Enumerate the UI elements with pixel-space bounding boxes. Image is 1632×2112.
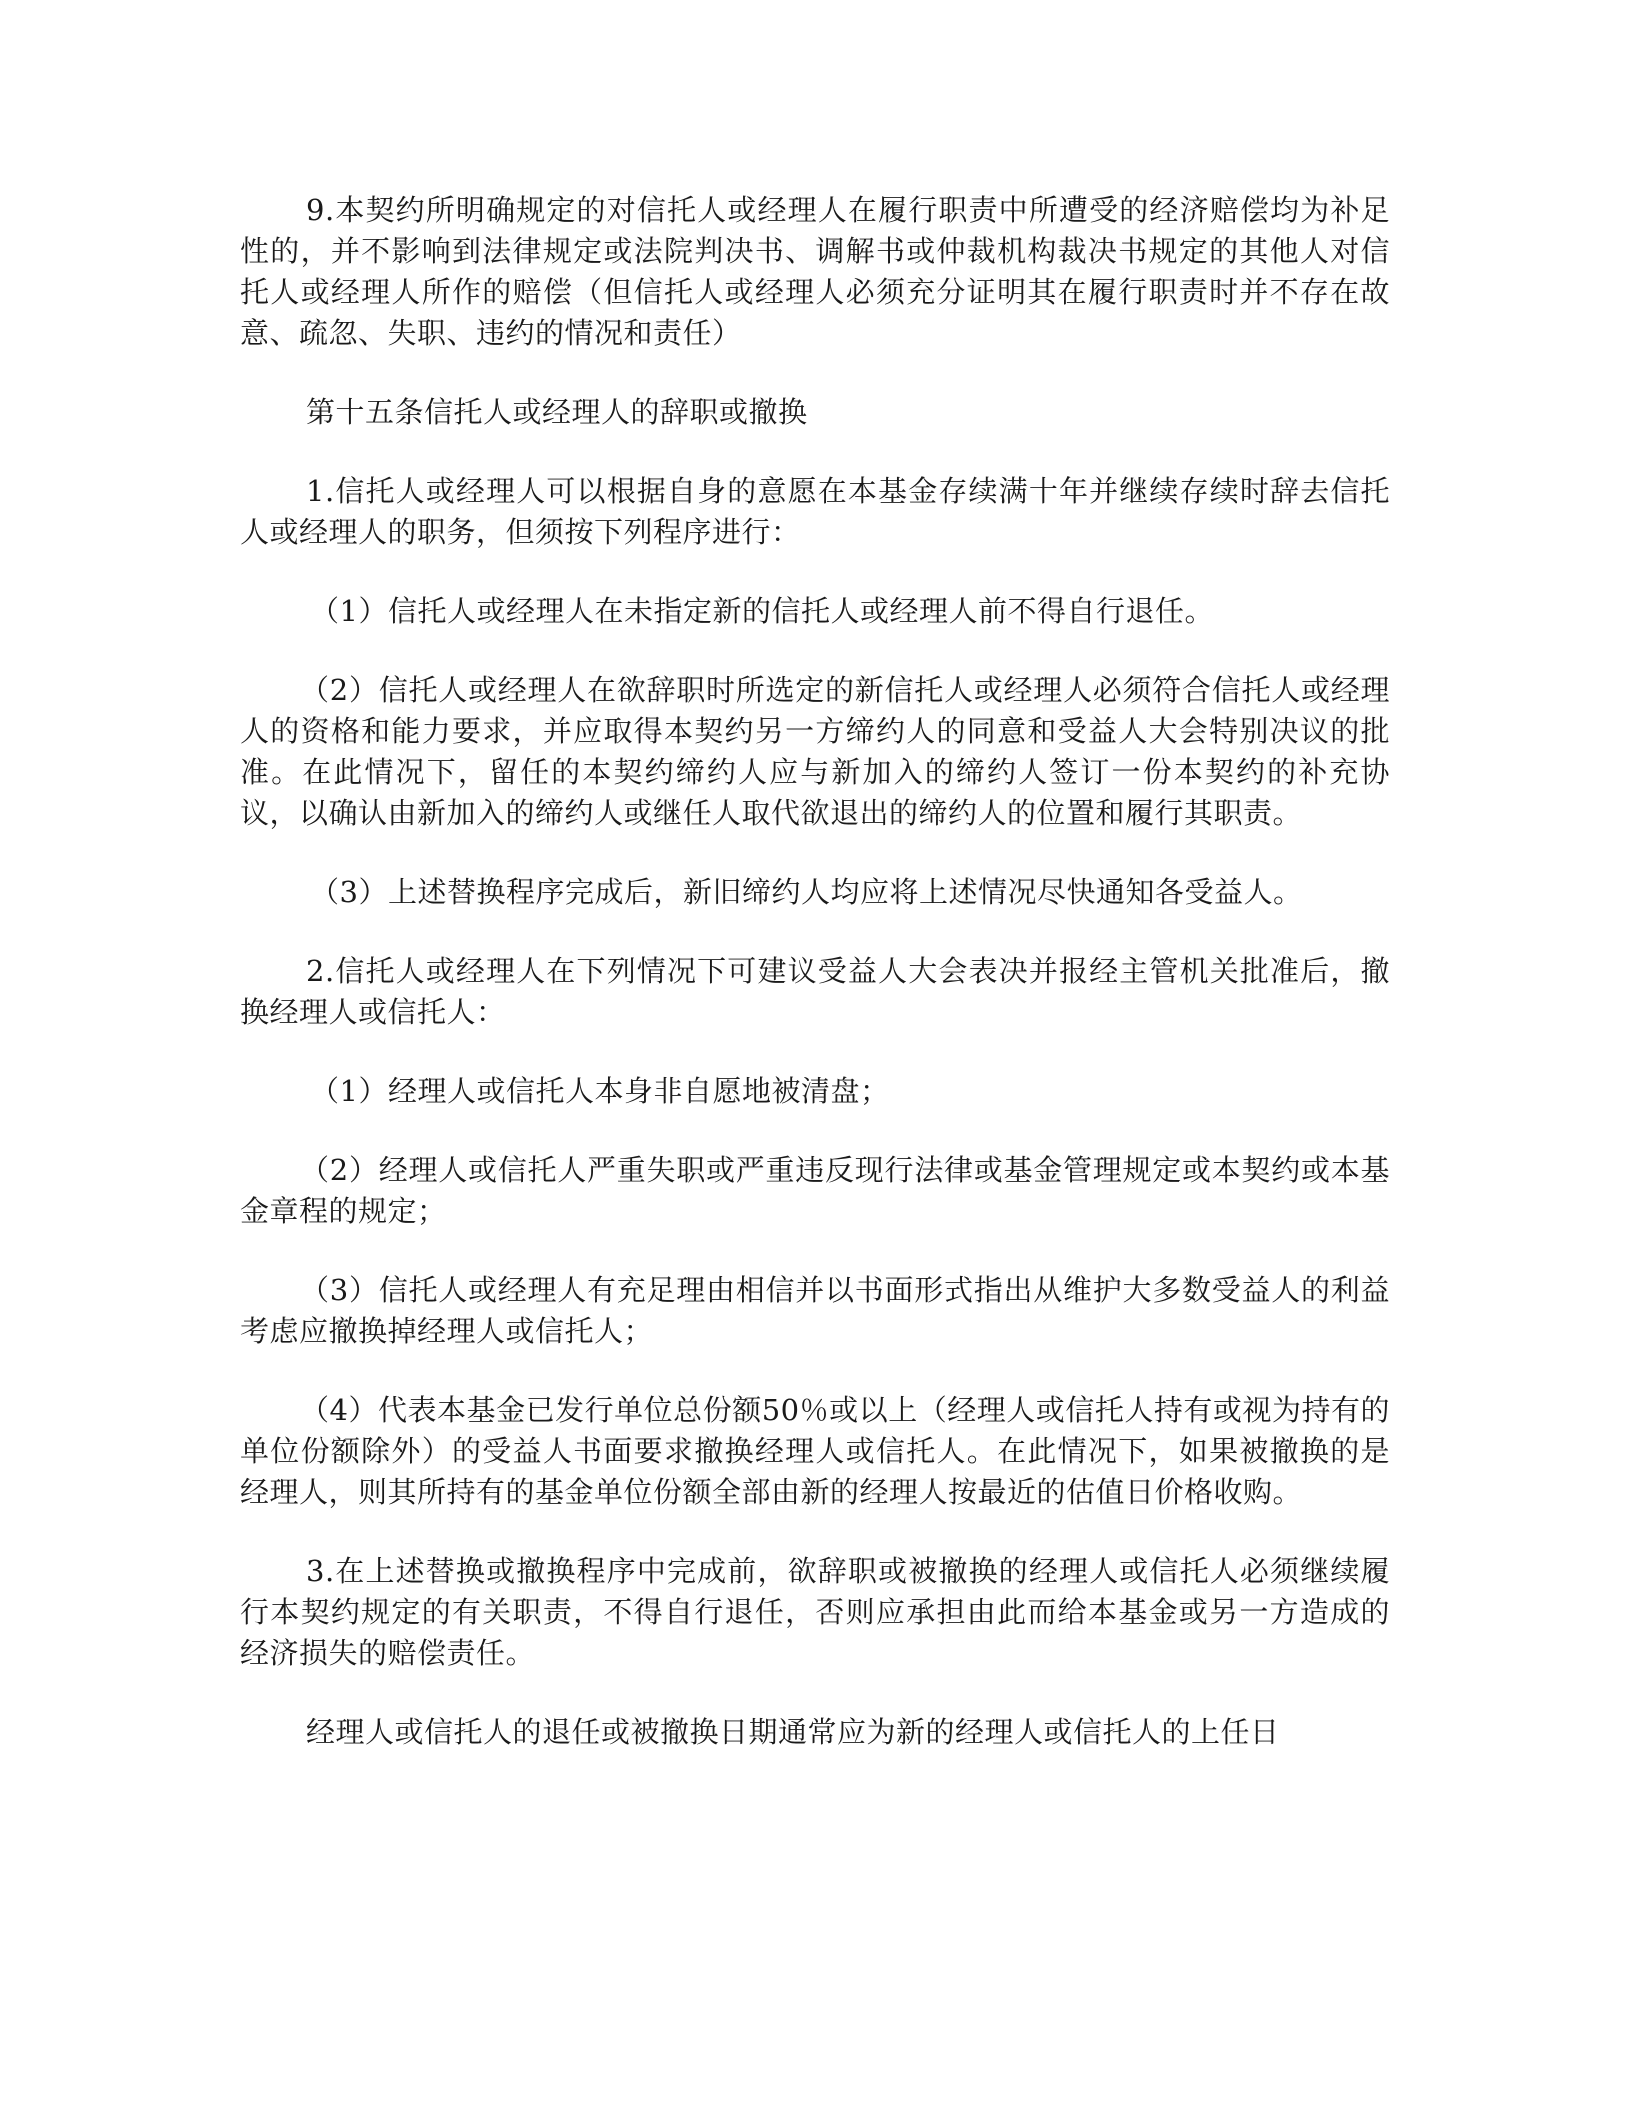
clause-1-item-2: （2）信托人或经理人在欲辞职时所选定的新信托人或经理人必须符合信托人或经理人的资格和能力要求，并应取得本契约另一方缔约人的同意和受益人大会特别决议的批准。在此情况下，留任的本契约缔约人应与新加入的缔约人签订一份本契约的补充协议，以确认由新加入的缔约人或继任人取代欲退出的缔约人的位置和履行其职责。 bbox=[240, 673, 1390, 830]
clause-3-pending-paragraph: 3.在上述替换或撤换程序中完成前，欲辞职或被撤换的经理人或信托人必须继续履行本契约规定的有关职责，不得自行退任，否则应承担由此而给本基金或另一方造成的经济损失的赔偿责任。 bbox=[240, 1554, 1390, 1670]
clause-9-indemnity-paragraph: 9.本契约所明确规定的对信托人或经理人在履行职责中所遭受的经济赔偿均为补足性的，并不影响到法律规定或法院判决书、调解书或仲裁机构裁决书规定的其他人对信托人或经理人所作的赔偿（但信托人或经理人必须充分证明其在履行职责时并不存在故意、疏忽、失职、违约的情况和责任） bbox=[240, 193, 1390, 350]
clause-2-item-4: （4）代表本基金已发行单位总份额50％或以上（经理人或信托人持有或视为持有的单位份额除外）的受益人书面要求撤换经理人或信托人。在此情况下，如果被撤换的是经理人，则其所持有的基金单位份额全部由新的经理人按最近的估值日价格收购。 bbox=[240, 1393, 1390, 1509]
clause-1-item-1: （1）信托人或经理人在未指定新的信托人或经理人前不得自行退任。 bbox=[310, 594, 1214, 628]
clause-2-item-1: （1）经理人或信托人本身非自愿地被清盘； bbox=[310, 1074, 890, 1108]
document-body bbox=[240, 190, 1390, 1791]
clause-1-item-3: （3）上述替换程序完成后，新旧缔约人均应将上述情况尽快通知各受益人。 bbox=[310, 875, 1303, 909]
article-15-heading: 第十五条信托人或经理人的辞职或撤换 bbox=[306, 395, 808, 429]
effective-date-paragraph: 经理人或信托人的退任或被撤换日期通常应为新的经理人或信托人的上任日 bbox=[306, 1715, 1280, 1749]
clause-2-replacement-paragraph: 2.信托人或经理人在下列情况下可建议受益人大会表决并报经主管机关批准后，撤换经理人或信托人： bbox=[240, 954, 1390, 1029]
clause-2-item-2: （2）经理人或信托人严重失职或严重违反现行法律或基金管理规定或本契约或本基金章程的规定； bbox=[240, 1153, 1390, 1228]
clause-2-item-3: （3）信托人或经理人有充足理由相信并以书面形式指出从维护大多数受益人的利益考虑应撤换掉经理人或信托人； bbox=[240, 1273, 1390, 1348]
clause-1-resignation-paragraph: 1.信托人或经理人可以根据自身的意愿在本基金存续满十年并继续存续时辞去信托人或经理人的职务，但须按下列程序进行： bbox=[240, 474, 1390, 549]
